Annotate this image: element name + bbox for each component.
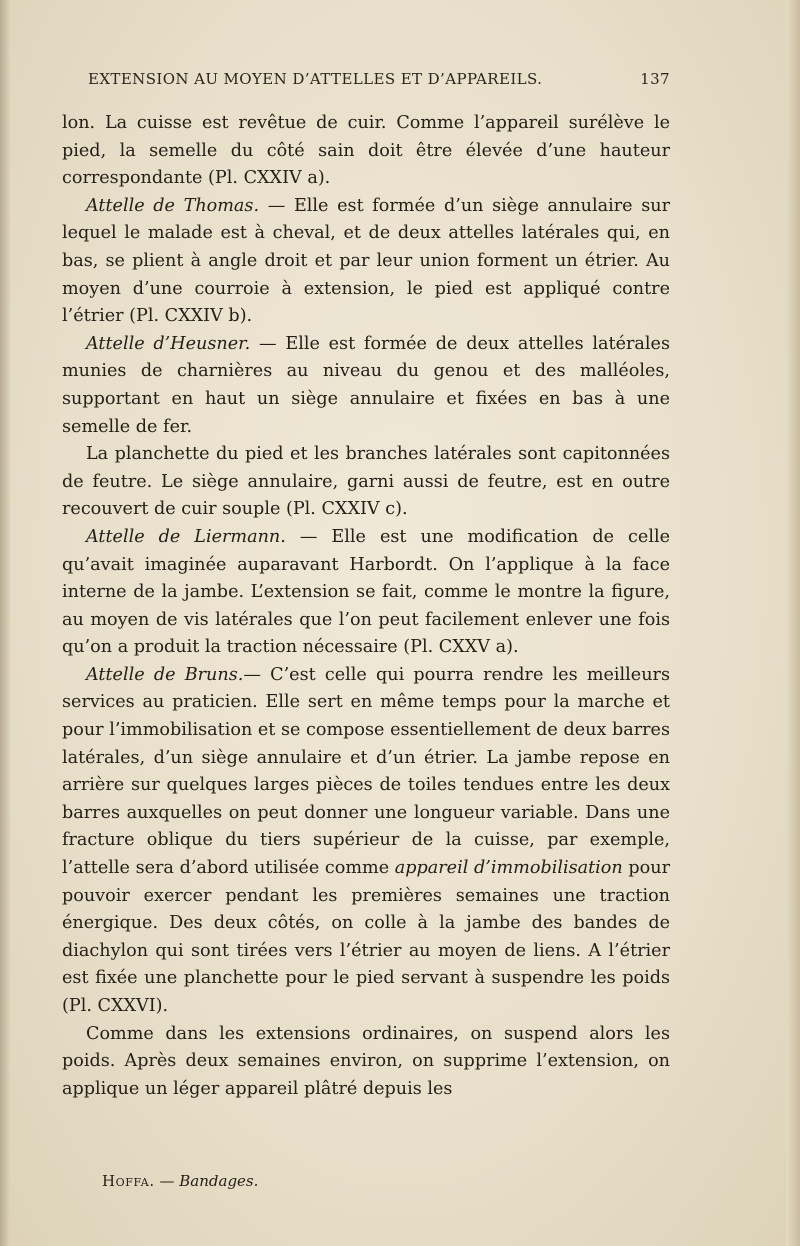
heading-attelle-thomas: Attelle de Thomas. bbox=[86, 195, 260, 216]
page-edge-left bbox=[0, 0, 10, 1246]
paragraph-1 bbox=[62, 110, 670, 193]
paragraph-thomas bbox=[62, 193, 670, 331]
paragraph-bruns-text-b: pour pouvoir exercer pendant les premières semaines une traction énergique. Des deux côtés, on colle à la jambe des bandes de diachylon qui sont tirées vers l’étrier au moyen de liens. A l’étrier est fixée une planchette pour le pied servant à suspendre les poids (Pl. CXXVI). bbox=[62, 858, 670, 1016]
paragraph-liermann-text: — Elle est une modification de celle qu’avait imaginée auparavant Harbordt. On l’applique à la face interne de la jambe. L’extension se fait, comme le montre la figure, au moyen de vis latérales que l’on peut facilement enlever une fois qu’on a produit la traction nécessaire (Pl. CXXV a). bbox=[62, 526, 670, 658]
paragraph-1-text: lon. La cuisse est revêtue de cuir. Comme l’appareil surélève le pied, la semelle du côté sain doit être élevée d’une hauteur correspondante (Pl. CXXIV a). bbox=[62, 113, 670, 189]
paragraph-extensions-text: Comme dans les extensions ordinaires, on suspend alors les poids. Après deux semaines environ, on supprime l’extension, on applique un léger appareil plâtré depuis les bbox=[62, 1023, 670, 1099]
paragraph-planchette-text: La planchette du pied et les branches latérales sont capitonnées de feutre. Le siège annulaire, garni aussi de feutre, est en outre recouvert de cuir souple (Pl. CXXIV c). bbox=[62, 444, 670, 520]
page-body bbox=[62, 110, 670, 1103]
footer-author: Hoffa. bbox=[102, 1172, 155, 1190]
running-title: EXTENSION AU MOYEN D’ATTELLES ET D’APPAREILS. bbox=[88, 70, 543, 88]
heading-attelle-heusner: Attelle d’Heusner. bbox=[86, 333, 251, 354]
page-edge-right bbox=[786, 0, 800, 1246]
paragraph-liermann bbox=[62, 524, 670, 662]
paragraph-planchette bbox=[62, 441, 670, 524]
heading-attelle-bruns: Attelle de Bruns. bbox=[86, 664, 244, 685]
footer-signature bbox=[102, 1172, 258, 1190]
paragraph-heusner-text: — Elle est formée de deux attelles latérales munies de charnières au niveau du genou et des malléoles, supportant en haut un siège annulaire et fixées en bas à une semelle de fer. bbox=[62, 333, 670, 437]
paragraph-bruns-text-a: — C’est celle qui pourra rendre les meilleurs services au praticien. Elle sert en même temps pour la marche et pour l’immobilisation et se compose essentiellement de deux barres latérales, d’un siège annulaire et d’un étrier. La jambe repose en arrière sur quelques larges pièces de toiles tendues entre les deux barres auxquelles on peut donner une longueur variable. Dans une fracture oblique du tiers supérieur de la cuisse, par exemple, l’attelle sera d’abord utilisée comme bbox=[62, 664, 670, 879]
paragraph-extensions bbox=[62, 1021, 670, 1104]
paragraph-bruns bbox=[62, 662, 670, 1021]
emphasis-appareil: appareil d’immobilisation bbox=[394, 858, 623, 879]
running-header bbox=[88, 66, 670, 96]
paragraph-heusner bbox=[62, 331, 670, 441]
paragraph-thomas-text: — Elle est formée d’un siège annulaire sur lequel le malade est à cheval, et de deux attelles latérales qui, en bas, se plient à angle droit et par leur union forment un étrier. Au moyen d’une courroie à extension, le pied est appliqué contre l’étrier (Pl. CXXIV b). bbox=[62, 195, 671, 327]
footer-work: Bandages. bbox=[179, 1172, 259, 1190]
heading-attelle-liermann: Attelle de Liermann. bbox=[86, 526, 286, 547]
footer-separator: — bbox=[154, 1172, 180, 1190]
page-number: 137 bbox=[640, 70, 670, 88]
